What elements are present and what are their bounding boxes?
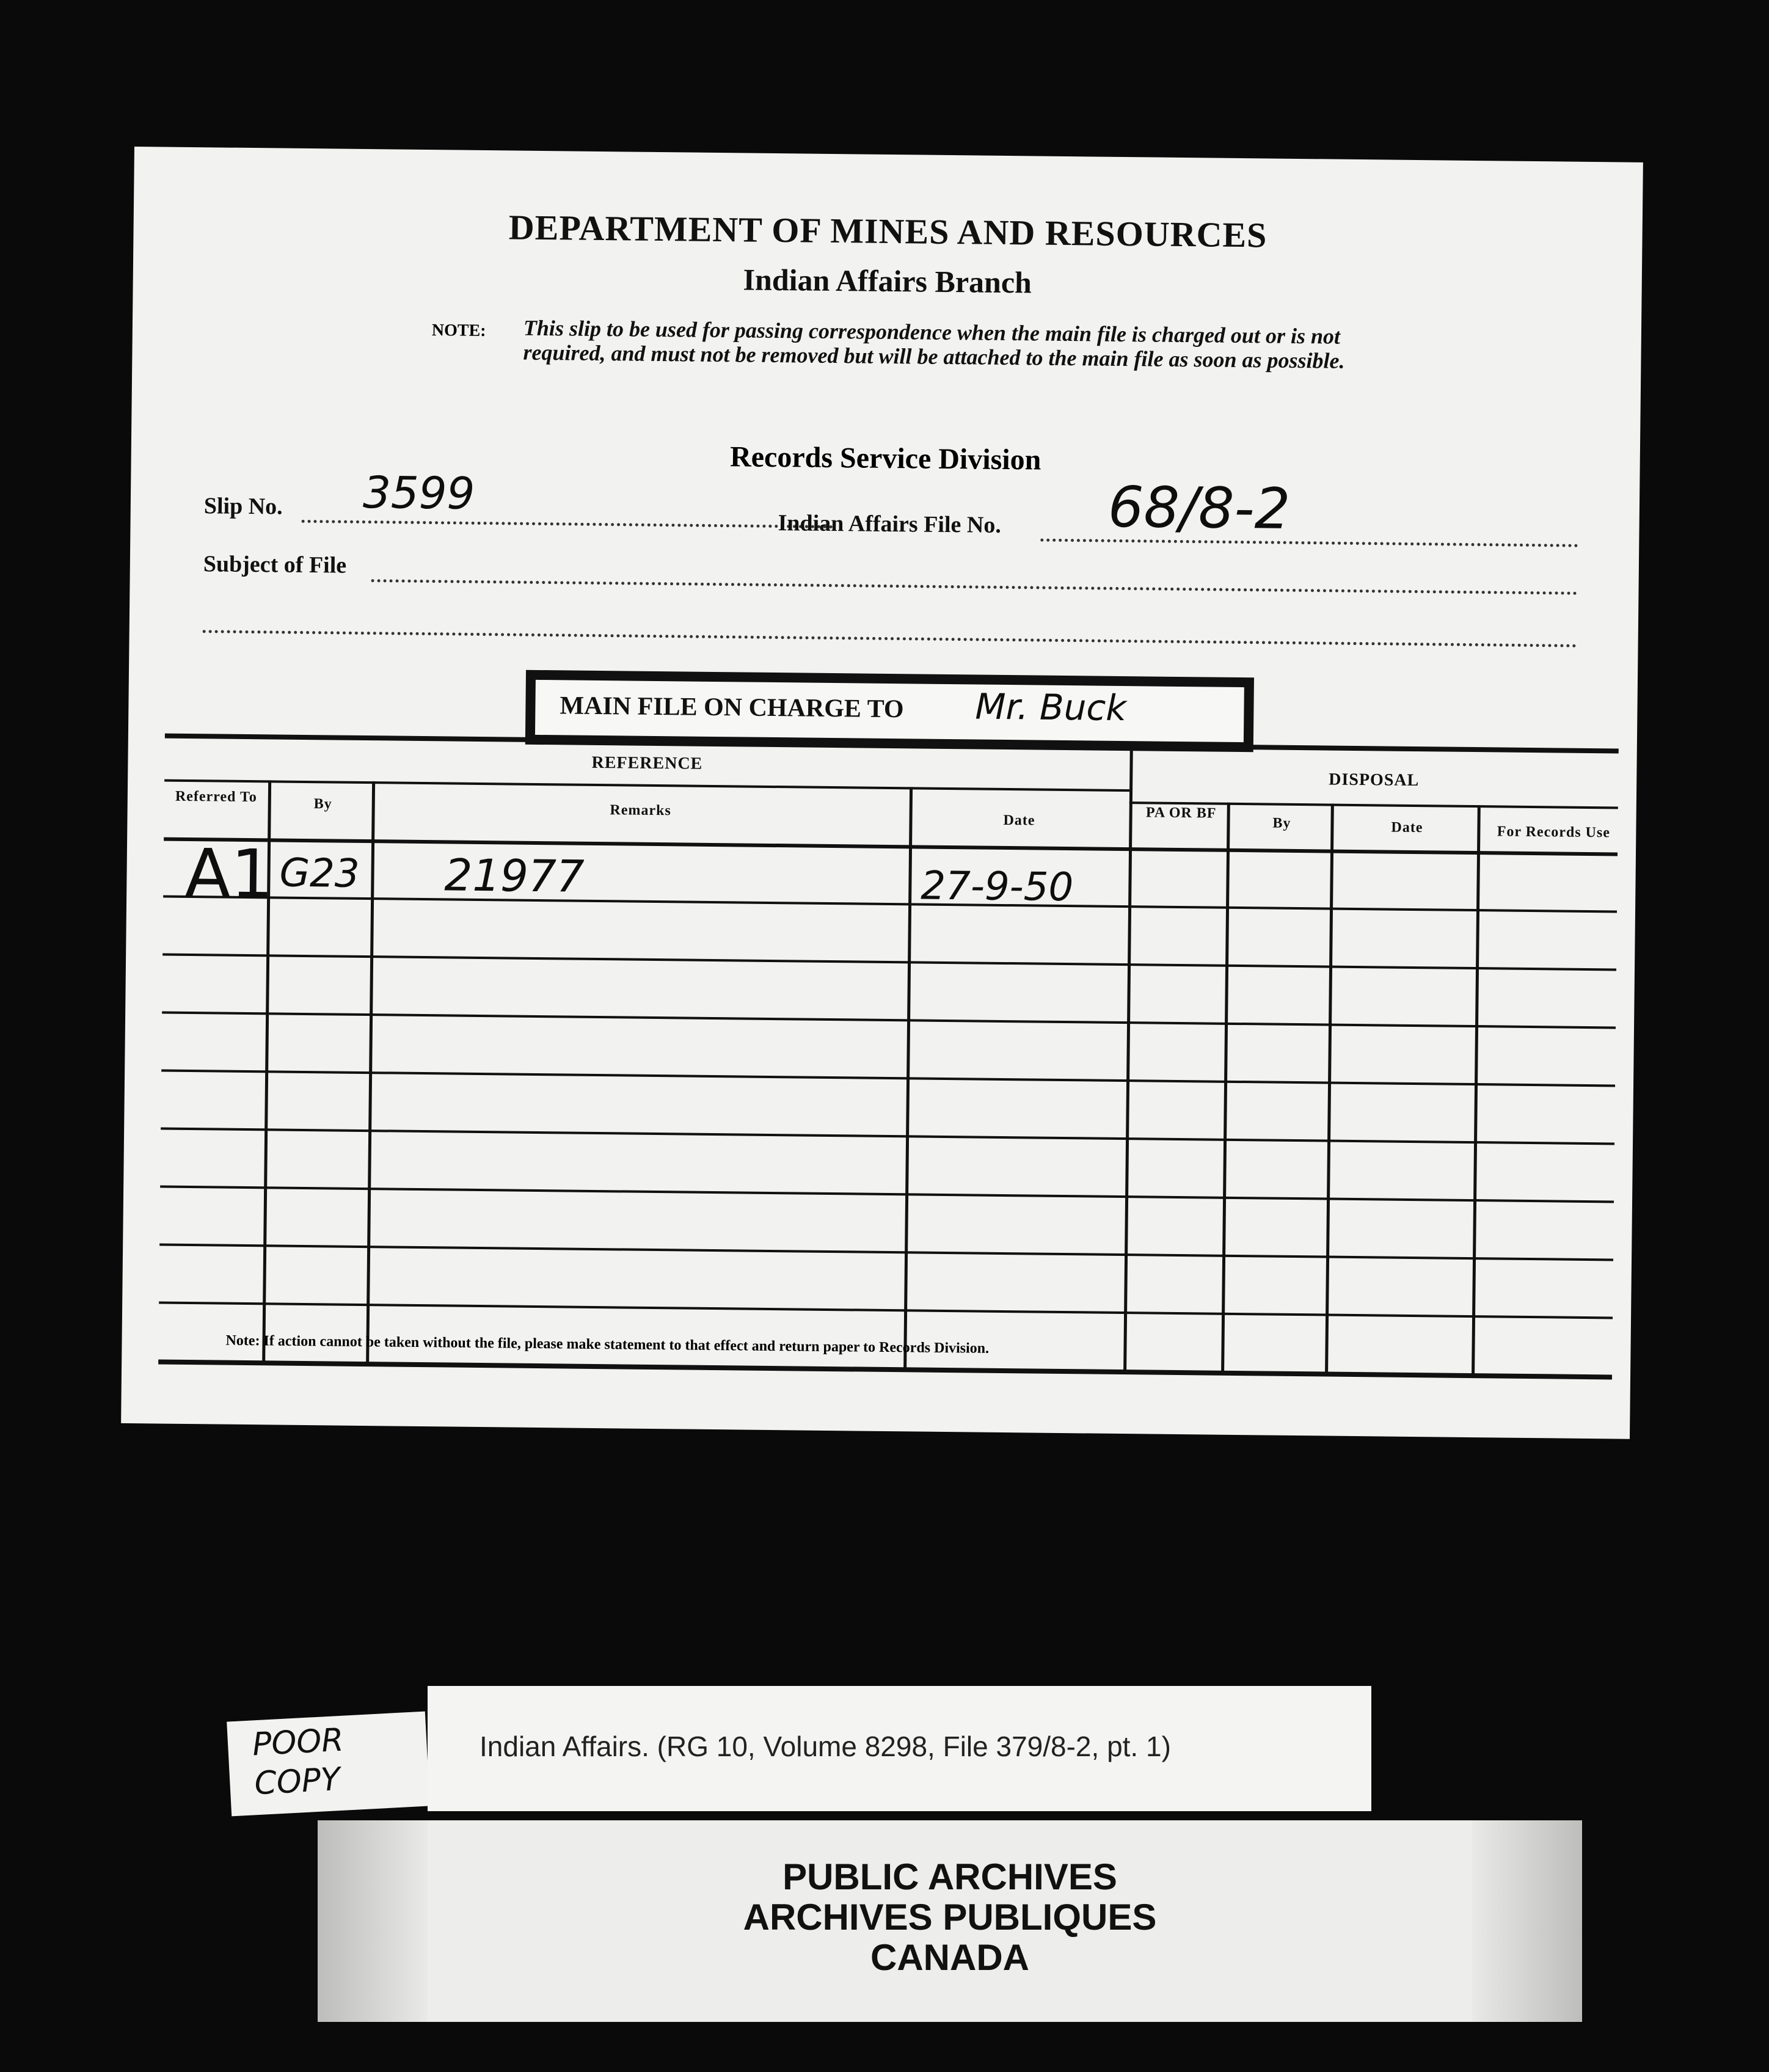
slip-number-label: Slip No. <box>203 493 283 520</box>
charge-value: Mr. Buck <box>975 685 1127 729</box>
poor-copy-card <box>227 1712 430 1817</box>
cell-date: 27-9-50 <box>921 863 1074 911</box>
poor-copy-stamp <box>252 1721 347 1804</box>
archives-line-2: ARCHIVES PUBLIQUES <box>743 1897 1157 1938</box>
row-rule-6 <box>160 1186 1614 1203</box>
col-line-5 <box>1325 804 1334 1375</box>
footer-note: Note: If action cannot be taken without the file, please make statement to that effect and return paper to Records Division. <box>225 1332 990 1357</box>
row-rule-7 <box>159 1244 1613 1261</box>
correspondence-slip <box>121 147 1643 1439</box>
col-records-use: For Records Use <box>1497 823 1611 841</box>
archives-card <box>318 1820 1582 2022</box>
col-by: By <box>313 796 332 812</box>
department-title: DEPARTMENT OF MINES AND RESOURCES <box>508 207 1267 255</box>
charge-label: MAIN FILE ON CHARGE TO <box>560 691 904 724</box>
col-disposal-by: By <box>1272 815 1291 831</box>
archives-stamp <box>318 1857 1582 1978</box>
disposal-heading: DISPOSAL <box>1329 770 1420 790</box>
col-remarks: Remarks <box>610 802 671 819</box>
table-bottom-rule <box>158 1360 1612 1380</box>
row-rule-3 <box>162 1012 1616 1029</box>
header-rule <box>164 837 1618 856</box>
col-line-6 <box>1472 805 1481 1376</box>
citation-text: Indian Affairs. (RG 10, Volume 8298, File 379/8-2, pt. 1) <box>480 1731 1171 1762</box>
file-number-label: Indian Affairs File No. <box>778 510 1002 538</box>
copy-label: COPY <box>253 1761 341 1803</box>
note-label: NOTE: <box>431 321 486 341</box>
subject-label: Subject of File <box>203 551 347 578</box>
archives-line-1: PUBLIC ARCHIVES <box>782 1856 1117 1897</box>
reference-rule <box>164 779 1129 792</box>
row-rule-2 <box>162 954 1616 971</box>
division-title: Records Service Division <box>729 440 1041 476</box>
row-rule-1 <box>163 896 1617 913</box>
row-rule-4 <box>161 1070 1615 1087</box>
col-pa-or-bf: PA OR BF <box>1145 804 1217 822</box>
poor-label: POOR <box>251 1721 345 1764</box>
subject-line-2 <box>203 630 1577 648</box>
row-rule-5 <box>161 1128 1614 1145</box>
divider-reference-disposal <box>1123 743 1133 1373</box>
branch-title: Indian Affairs Branch <box>743 262 1032 300</box>
col-disposal-date: Date <box>1391 819 1423 836</box>
slip-number-line <box>302 520 833 528</box>
slip-number-value: 3599 <box>362 466 475 519</box>
col-date: Date <box>1003 812 1035 829</box>
col-line-4 <box>1221 803 1230 1374</box>
cell-remarks: 21977 <box>444 849 585 902</box>
file-number-value: 68/8-2 <box>1107 474 1291 542</box>
row-rule-8 <box>159 1302 1613 1319</box>
note-text: This slip to be used for passing correspondence when the main file is charged out or is not required, and must not be removed but will be attached to the main file as soon as possible. <box>523 315 1345 373</box>
subject-line-1 <box>371 579 1578 595</box>
reference-heading: REFERENCE <box>591 753 703 773</box>
col-referred-to: Referred To <box>175 788 257 806</box>
cell-by: G23 <box>279 850 360 897</box>
cell-referred-to: A1 <box>184 834 274 914</box>
archives-line-3: CANADA <box>870 1937 1029 1978</box>
citation-card <box>428 1686 1371 1811</box>
